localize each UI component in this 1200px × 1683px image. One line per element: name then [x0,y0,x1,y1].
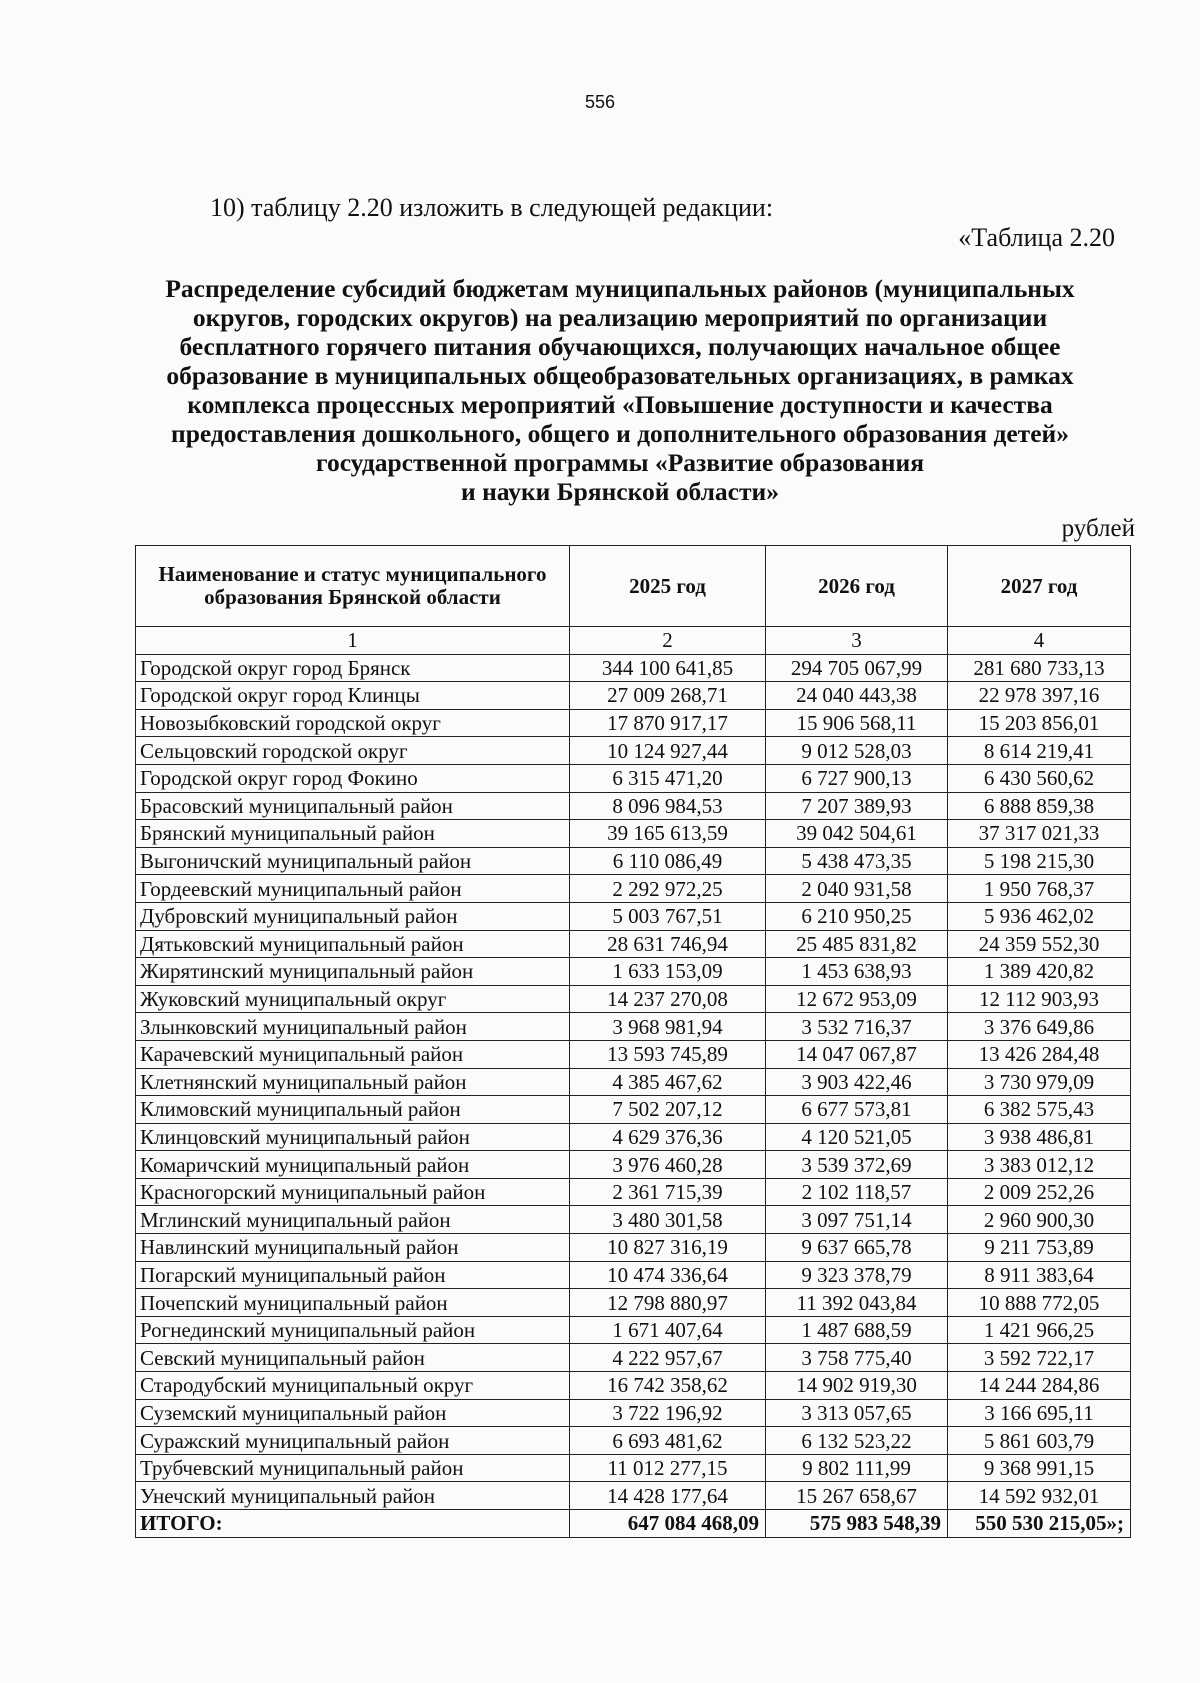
table-row [136,1151,1131,1179]
table-row [136,1013,1131,1041]
value-2026: 3 758 775,40 [766,1344,948,1372]
heading-line: и науки Брянской области» [461,477,779,506]
value-2027: 5 198 215,30 [948,847,1131,875]
value-2025: 3 968 981,94 [570,1013,766,1041]
municipality-name: Трубчевский муниципальный район [136,1454,570,1482]
value-2025: 16 742 358,62 [570,1372,766,1400]
municipality-name: Брасовский муниципальный район [136,792,570,820]
value-2027: 15 203 856,01 [948,709,1131,737]
table-row [136,875,1131,903]
municipality-name: Рогнединский муниципальный район [136,1316,570,1344]
table-row [136,1399,1131,1427]
municipality-name: Стародубский муниципальный округ [136,1372,570,1400]
municipality-name: Суземский муниципальный район [136,1399,570,1427]
value-2027: 22 978 397,16 [948,682,1131,710]
table-row [136,709,1131,737]
value-2027: 14 592 932,01 [948,1482,1131,1510]
header-2026: 2026 год [766,546,948,627]
value-2025: 2 292 972,25 [570,875,766,903]
heading-line: Распределение субсидий бюджетам муниципальных районов (муниципальных [165,274,1075,303]
value-2026: 9 323 378,79 [766,1261,948,1289]
heading-line: округов, городских округов) на реализацию мероприятий по организации [192,303,1048,332]
value-2027: 281 680 733,13 [948,654,1131,682]
value-2026: 11 392 043,84 [766,1289,948,1317]
value-2027: 5 861 603,79 [948,1427,1131,1455]
value-2027: 8 911 383,64 [948,1261,1131,1289]
value-2027: 6 430 560,62 [948,764,1131,792]
value-2026: 2 040 931,58 [766,875,948,903]
value-2027: 14 244 284,86 [948,1372,1131,1400]
value-2025: 11 012 277,15 [570,1454,766,1482]
value-2027: 3 938 486,81 [948,1123,1131,1151]
table-row [136,847,1131,875]
value-2026: 294 705 067,99 [766,654,948,682]
table-row [136,764,1131,792]
municipality-name: Карачевский муниципальный район [136,1040,570,1068]
value-2027: 6 382 575,43 [948,1096,1131,1124]
municipality-name: Городской округ город Фокино [136,764,570,792]
municipality-name: Гордеевский муниципальный район [136,875,570,903]
subsidy-table [135,545,1131,1538]
table-row [136,985,1131,1013]
total-row [136,1510,1131,1538]
value-2027: 3 383 012,12 [948,1151,1131,1179]
value-2025: 3 480 301,58 [570,1206,766,1234]
table-row [136,1344,1131,1372]
value-2027: 9 211 753,89 [948,1234,1131,1262]
value-2026: 14 047 067,87 [766,1040,948,1068]
total-label: ИТОГО: [136,1510,570,1538]
value-2025: 7 502 207,12 [570,1096,766,1124]
table-row [136,1289,1131,1317]
value-2025: 6 110 086,49 [570,847,766,875]
municipality-name: Городской округ город Клинцы [136,682,570,710]
table-row [136,1261,1131,1289]
table-body [136,654,1131,1509]
table-row [136,792,1131,820]
table-row [136,1316,1131,1344]
value-2026: 3 539 372,69 [766,1151,948,1179]
value-2025: 10 827 316,19 [570,1234,766,1262]
value-2026: 4 120 521,05 [766,1123,948,1151]
total-2025: 647 084 468,09 [570,1510,766,1538]
municipality-name: Сельцовский городской округ [136,737,570,765]
municipality-name: Жирятинский муниципальный район [136,958,570,986]
table-row [136,1123,1131,1151]
value-2027: 12 112 903,93 [948,985,1131,1013]
table-row [136,1482,1131,1510]
header-municipality: Наименование и статус муниципального образования Брянской области [136,546,570,627]
value-2025: 28 631 746,94 [570,930,766,958]
index-cell: 4 [948,627,1131,655]
index-cell: 2 [570,627,766,655]
table-row [136,958,1131,986]
municipality-name: Клинцовский муниципальный район [136,1123,570,1151]
table-row [136,654,1131,682]
value-2027: 10 888 772,05 [948,1289,1131,1317]
municipality-name: Дятьковский муниципальный район [136,930,570,958]
index-cell: 1 [136,627,570,655]
value-2026: 2 102 118,57 [766,1178,948,1206]
value-2027: 8 614 219,41 [948,737,1131,765]
municipality-name: Климовский муниципальный район [136,1096,570,1124]
municipality-name: Жуковский муниципальный округ [136,985,570,1013]
intro-text: 10) таблицу 2.20 изложить в следующей редакции: [210,193,774,222]
units-label: рублей [1061,515,1135,542]
table-row [136,737,1131,765]
value-2025: 12 798 880,97 [570,1289,766,1317]
value-2026: 6 727 900,13 [766,764,948,792]
value-2026: 3 097 751,14 [766,1206,948,1234]
heading-line: государственной программы «Развитие образования [316,448,924,477]
table-heading [120,274,1120,506]
value-2027: 1 950 768,37 [948,875,1131,903]
value-2027: 9 368 991,15 [948,1454,1131,1482]
index-row [136,627,1131,655]
value-2025: 14 428 177,64 [570,1482,766,1510]
table-label: «Таблица 2.20 [958,223,1115,252]
municipality-name: Клетнянский муниципальный район [136,1068,570,1096]
value-2027: 5 936 462,02 [948,902,1131,930]
municipality-name: Унечский муниципальный район [136,1482,570,1510]
header-2027: 2027 год [948,546,1131,627]
value-2026: 15 906 568,11 [766,709,948,737]
index-cell: 3 [766,627,948,655]
municipality-name: Красногорский муниципальный район [136,1178,570,1206]
value-2026: 3 313 057,65 [766,1399,948,1427]
value-2026: 5 438 473,35 [766,847,948,875]
value-2025: 6 693 481,62 [570,1427,766,1455]
table-row [136,1096,1131,1124]
value-2025: 344 100 641,85 [570,654,766,682]
value-2025: 2 361 715,39 [570,1178,766,1206]
value-2026: 6 132 523,22 [766,1427,948,1455]
value-2026: 6 210 950,25 [766,902,948,930]
value-2026: 3 903 422,46 [766,1068,948,1096]
value-2025: 10 124 927,44 [570,737,766,765]
municipality-name: Злынковский муниципальный район [136,1013,570,1041]
table-row [136,820,1131,848]
value-2026: 24 040 443,38 [766,682,948,710]
value-2025: 3 976 460,28 [570,1151,766,1179]
heading-line: образование в муниципальных общеобразовательных организациях, в рамках [166,361,1074,390]
total-2026: 575 983 548,39 [766,1510,948,1538]
value-2025: 10 474 336,64 [570,1261,766,1289]
municipality-name: Навлинский муниципальный район [136,1234,570,1262]
table-row [136,1178,1131,1206]
table-row [136,1068,1131,1096]
municipality-name: Севский муниципальный район [136,1344,570,1372]
municipality-name: Комаричский муниципальный район [136,1151,570,1179]
table-row [136,930,1131,958]
value-2026: 9 012 528,03 [766,737,948,765]
value-2026: 12 672 953,09 [766,985,948,1013]
value-2025: 27 009 268,71 [570,682,766,710]
value-2027: 2 960 900,30 [948,1206,1131,1234]
value-2025: 8 096 984,53 [570,792,766,820]
municipality-name: Выгоничский муниципальный район [136,847,570,875]
page-number: 556 [584,92,616,112]
value-2027: 13 426 284,48 [948,1040,1131,1068]
value-2027: 2 009 252,26 [948,1178,1131,1206]
value-2027: 3 592 722,17 [948,1344,1131,1372]
value-2027: 3 166 695,11 [948,1399,1131,1427]
value-2026: 15 267 658,67 [766,1482,948,1510]
table-row [136,682,1131,710]
table-row [136,1427,1131,1455]
municipality-name: Городской округ город Брянск [136,654,570,682]
value-2025: 4 629 376,36 [570,1123,766,1151]
value-2026: 9 802 111,99 [766,1454,948,1482]
municipality-name: Почепский муниципальный район [136,1289,570,1317]
value-2026: 3 532 716,37 [766,1013,948,1041]
value-2027: 37 317 021,33 [948,820,1131,848]
value-2025: 14 237 270,08 [570,985,766,1013]
value-2026: 25 485 831,82 [766,930,948,958]
table-row [136,1372,1131,1400]
value-2027: 1 421 966,25 [948,1316,1131,1344]
value-2025: 13 593 745,89 [570,1040,766,1068]
municipality-name: Суражский муниципальный район [136,1427,570,1455]
header-2025: 2025 год [570,546,766,627]
municipality-name: Брянский муниципальный район [136,820,570,848]
table-row [136,902,1131,930]
total-2027: 550 530 215,05»; [948,1510,1131,1538]
table-row [136,1040,1131,1068]
value-2026: 6 677 573,81 [766,1096,948,1124]
municipality-name: Мглинский муниципальный район [136,1206,570,1234]
municipality-name: Погарский муниципальный район [136,1261,570,1289]
value-2026: 1 453 638,93 [766,958,948,986]
heading-line: предоставления дошкольного, общего и дополнительного образования детей» [171,419,1069,448]
value-2026: 9 637 665,78 [766,1234,948,1262]
value-2025: 17 870 917,17 [570,709,766,737]
value-2025: 6 315 471,20 [570,764,766,792]
header-row [136,546,1131,627]
value-2027: 3 376 649,86 [948,1013,1131,1041]
value-2025: 3 722 196,92 [570,1399,766,1427]
value-2027: 24 359 552,30 [948,930,1131,958]
value-2025: 5 003 767,51 [570,902,766,930]
municipality-name: Дубровский муниципальный район [136,902,570,930]
value-2027: 1 389 420,82 [948,958,1131,986]
municipality-name: Новозыбковский городской округ [136,709,570,737]
table-row [136,1206,1131,1234]
heading-line: комплекса процессных мероприятий «Повышение доступности и качества [187,390,1053,419]
table-row [136,1454,1131,1482]
heading-line: бесплатного горячего питания обучающихся, получающих начальное общее [179,332,1061,361]
value-2027: 6 888 859,38 [948,792,1131,820]
value-2025: 39 165 613,59 [570,820,766,848]
value-2025: 4 222 957,67 [570,1344,766,1372]
value-2026: 14 902 919,30 [766,1372,948,1400]
value-2026: 7 207 389,93 [766,792,948,820]
value-2026: 39 042 504,61 [766,820,948,848]
value-2025: 1 671 407,64 [570,1316,766,1344]
value-2026: 1 487 688,59 [766,1316,948,1344]
value-2027: 3 730 979,09 [948,1068,1131,1096]
value-2025: 4 385 467,62 [570,1068,766,1096]
value-2025: 1 633 153,09 [570,958,766,986]
table-row [136,1234,1131,1262]
